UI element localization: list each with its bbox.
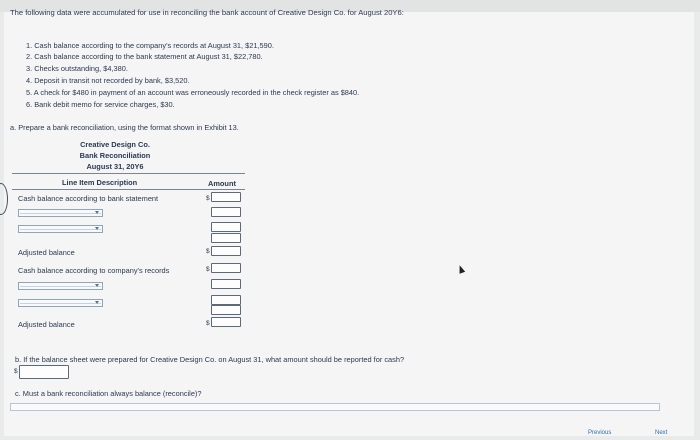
- reconcile-answer-dropdown[interactable]: [10, 403, 660, 411]
- bank-adjustment-dropdown-1[interactable]: [18, 209, 103, 217]
- amount-bank-adjustment-2-input[interactable]: [211, 222, 241, 232]
- line-bank-balance: Cash balance according to bank statement: [18, 194, 159, 203]
- amount-bank-balance-input[interactable]: [211, 192, 241, 202]
- chevron-down-icon: [95, 301, 99, 304]
- col-header-description: Line Item Description: [62, 178, 138, 187]
- data-item-4: 4. Deposit in transit not recorded by bank, $3,520.: [26, 76, 190, 85]
- data-item-3: 3. Checks outstanding, $4,380.: [26, 64, 128, 73]
- data-item-2: 2. Cash balance according to the bank statement at August 31, $22,780.: [26, 52, 263, 61]
- data-item-1: 1. Cash balance according to the company's records at August 31, $21,590.: [26, 41, 274, 50]
- amount-company-adjustment-2-input[interactable]: [211, 295, 241, 305]
- col-header-amount: Amount: [208, 179, 236, 188]
- bank-adjustment-dropdown-2[interactable]: [18, 225, 103, 233]
- amount-adjusted-balance-1-input[interactable]: [211, 246, 241, 256]
- part-c-prompt: c. Must a bank reconciliation always balance (reconcile)?: [15, 389, 202, 398]
- chevron-down-icon: [95, 284, 99, 287]
- next-button[interactable]: Next: [655, 430, 668, 436]
- company-adjustment-dropdown-1[interactable]: [18, 282, 103, 290]
- dollar-sign: $: [206, 195, 210, 202]
- amount-bank-adjustment-3-input[interactable]: [211, 233, 241, 243]
- recon-date: August 31, 20Y6: [86, 162, 144, 171]
- amount-adjusted-balance-2-input[interactable]: [211, 317, 241, 327]
- adjusted-balance-label-2: Adjusted balance: [18, 320, 75, 329]
- amount-company-adjustment-3-input[interactable]: [211, 305, 241, 315]
- column-rule: [12, 189, 245, 190]
- data-item-5: 5. A check for $480 in payment of an account was erroneously recorded in the check register as $840.: [26, 88, 360, 97]
- line-company-balance: Cash balance according to company's records: [18, 266, 170, 275]
- chevron-down-icon: [95, 211, 99, 214]
- recon-company-name: Creative Design Co.: [80, 140, 150, 149]
- cash-amount-input[interactable]: [19, 365, 69, 379]
- adjusted-balance-label-1: Adjusted balance: [18, 248, 75, 257]
- part-b-prompt: b. If the balance sheet were prepared for Creative Design Co. on August 31, what amount should be reported for cash?: [15, 355, 405, 364]
- dollar-sign: $: [14, 368, 18, 375]
- part-a-prompt: a. Prepare a bank reconciliation, using the format shown in Exhibit 13.: [10, 123, 239, 132]
- previous-button[interactable]: Previous: [588, 430, 612, 436]
- header-rule: [12, 173, 245, 174]
- recon-title: Bank Reconciliation: [79, 151, 151, 160]
- company-adjustment-dropdown-2[interactable]: [18, 299, 103, 307]
- amount-bank-adjustment-1-input[interactable]: [211, 207, 241, 217]
- dollar-sign: $: [206, 266, 210, 273]
- dollar-sign: $: [206, 320, 210, 327]
- dollar-sign: $: [206, 248, 210, 255]
- data-item-6: 6. Bank debit memo for service charges, $30.: [26, 100, 175, 109]
- amount-company-adjustment-1-input[interactable]: [211, 279, 241, 289]
- chevron-down-icon: [95, 227, 99, 230]
- problem-intro: The following data were accumulated for use in reconciling the bank account of Creative Design Co. for August 20Y6:: [10, 8, 404, 17]
- amount-company-balance-input[interactable]: [211, 263, 241, 273]
